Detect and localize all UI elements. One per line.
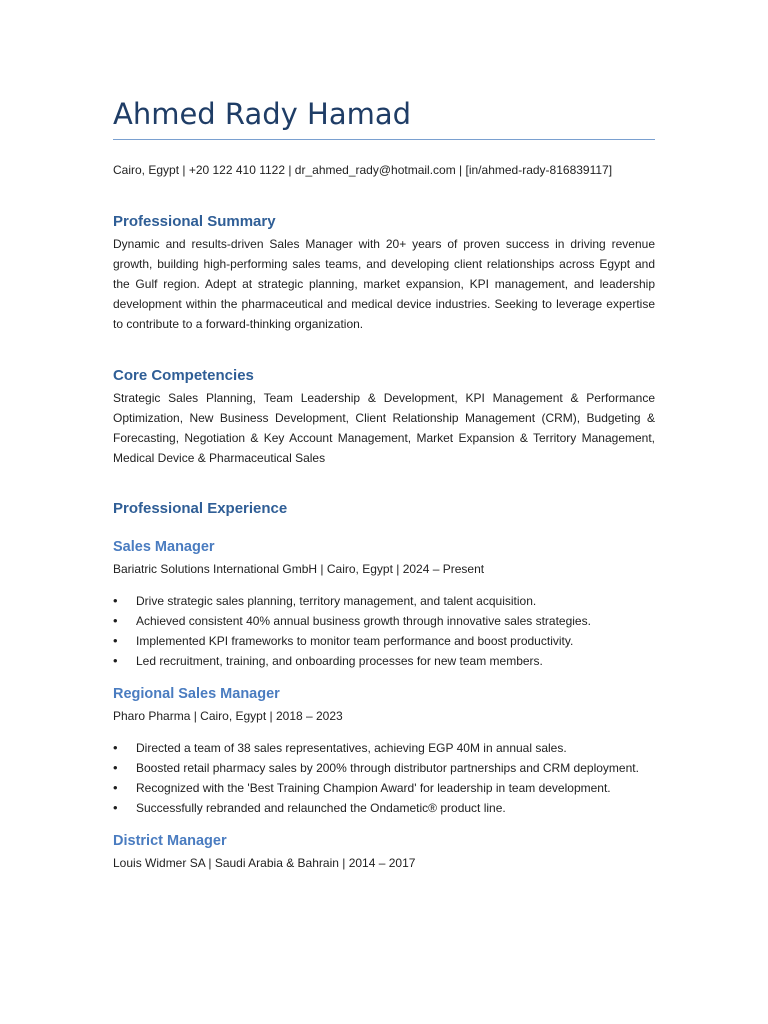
summary-heading: Professional Summary [113, 213, 276, 230]
bullet-item: • Achieved consistent 40% annual business growth through innovative sales strategies. [113, 611, 655, 631]
job-title: Regional Sales Manager [113, 686, 280, 702]
candidate-name: Ahmed Rady Hamad [113, 97, 412, 131]
job-meta: Louis Widmer SA | Saudi Arabia & Bahrain | 2014 – 2017 [113, 856, 416, 870]
bullet-item: • Recognized with the 'Best Training Champion Award' for leadership in team development. [113, 778, 655, 798]
contact-line: Cairo, Egypt | +20 122 410 1122 | dr_ahmed_rady@hotmail.com | [in/ahmed-rady-816839117] [113, 163, 613, 177]
bullet-item: • Successfully rebranded and relaunched the Ondametic® product line. [113, 798, 655, 818]
job-title: District Manager [113, 833, 227, 849]
bullet-item: • Drive strategic sales planning, territory management, and talent acquisition. [113, 591, 655, 611]
resume-page [113, 96, 655, 871]
job-regional-sales-manager [113, 684, 655, 818]
summary-text: Dynamic and results-driven Sales Manager with 20+ years of proven success in driving revenue growth, building high-performing sales teams, and developing client relationships across Egypt and the Gulf region. Adept at strategic planning, market expansion, KPI management, and leadership development within the pharmaceutical and medical device industries. Seeking to leverage expertise to contribute to a forward-thinking organization. [113, 237, 655, 331]
bullet-item: • Directed a team of 38 sales representatives, achieving EGP 40M in annual sales. [113, 738, 655, 758]
competencies-heading: Core Competencies [113, 367, 254, 384]
job-meta: Pharo Pharma | Cairo, Egypt | 2018 – 2023 [113, 709, 343, 723]
job-sales-manager [113, 537, 655, 671]
header-divider [113, 139, 655, 140]
bullet-item: • Implemented KPI frameworks to monitor team performance and boost productivity. [113, 631, 655, 651]
bullet-item: • Led recruitment, training, and onboarding processes for new team members. [113, 651, 655, 671]
bullet-item: • Boosted retail pharmacy sales by 200% through distributor partnerships and CRM deployment. [113, 758, 655, 778]
job-title: Sales Manager [113, 539, 215, 555]
competencies-text: Strategic Sales Planning, Team Leadership & Development, KPI Management & Performance Optimization, New Business Development, Client Relationship Management (CRM), Budgeting & Forecasting, Negotiation & Key Account Management, Market Expansion & Territory Management, Medical Device & Pharmaceutical Sales [113, 391, 655, 465]
job-bullets [113, 738, 655, 818]
job-district-manager [113, 831, 655, 871]
job-bullets [113, 591, 655, 671]
job-meta: Bariatric Solutions International GmbH | Cairo, Egypt | 2024 – Present [113, 562, 485, 576]
experience-heading: Professional Experience [113, 500, 288, 517]
